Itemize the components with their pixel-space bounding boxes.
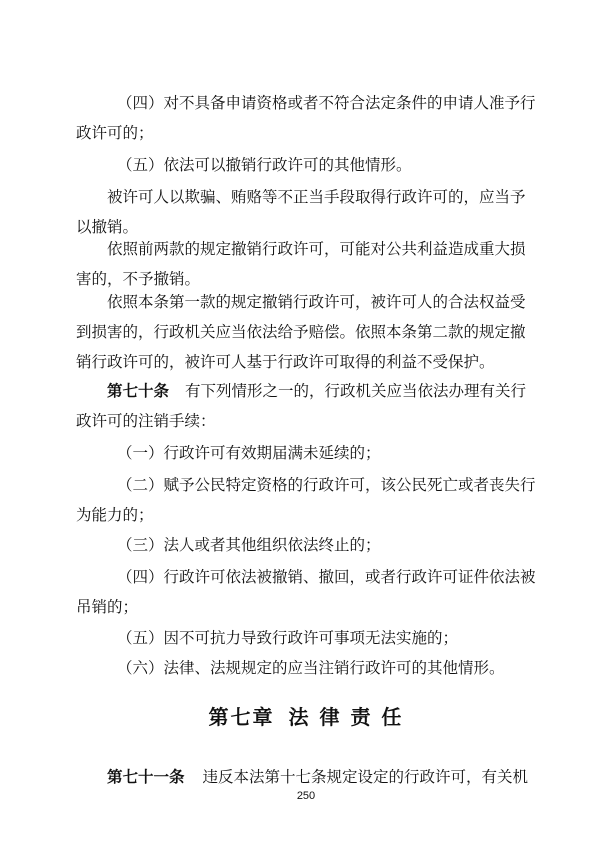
paragraph-fraud <box>76 182 537 242</box>
article-number: 第七十一条 <box>107 768 185 786</box>
text-line: 吊销的； <box>76 598 139 616</box>
article-text: 违反本法第十七条规定设定的行政许可，有关机 <box>202 768 529 786</box>
chapter-number: 第七章 <box>208 705 275 729</box>
chapter-title: 法 律 责 任 <box>288 705 404 729</box>
text-line: 依照本条第一款的规定撤销行政许可，被许可人的合法权益受 <box>107 293 526 311</box>
page-number: 250 <box>296 790 316 802</box>
text-line: 到损害的，行政机关应当依法给予赔偿。依照本条第二款的规定撤 <box>76 323 526 341</box>
text-line: （四）行政许可依法被撤销、撤回，或者行政许可证件依法被 <box>117 568 536 586</box>
text-line: （二）赋予公民特定资格的行政许可，该公民死亡或者丧失行 <box>117 476 536 494</box>
text-line: （四）对不具备申请资格或者不符合法定条件的申请人准予行 <box>117 94 536 112</box>
text-line: （一）行政许可有效期届满未延续的； <box>117 444 381 462</box>
paragraph-public-interest <box>76 234 537 294</box>
paragraph-70-item-2 <box>76 470 537 530</box>
text-line: 害的，不予撤销。 <box>76 270 201 288</box>
text-line: 政许可的； <box>76 124 154 142</box>
article-70 <box>76 376 537 436</box>
paragraph-70-item-4 <box>76 562 537 622</box>
text-line <box>107 376 537 406</box>
text-line: 政许可的注销手续： <box>76 412 216 430</box>
text-line: （三）法人或者其他组织依法终止的； <box>117 536 381 554</box>
paragraph-item-4 <box>76 88 537 148</box>
text-line: 为能力的； <box>76 506 154 524</box>
text-line <box>107 762 537 792</box>
paragraph-70-item-3 <box>107 530 537 560</box>
paragraph-compensation <box>76 287 537 377</box>
paragraph-70-item-1 <box>107 438 537 468</box>
paragraph-70-item-5 <box>107 623 537 653</box>
text-line: （六）法律、法规规定的应当注销行政许可的其他情形。 <box>117 659 505 677</box>
text-line: 依照前两款的规定撤销行政许可，可能对公共利益造成重大损 <box>107 240 526 258</box>
text-line: （五）依法可以撤销行政许可的其他情形。 <box>117 156 412 174</box>
chapter-heading <box>0 701 612 730</box>
paragraph-item-5 <box>107 150 537 180</box>
text-line: （五）因不可抗力导致行政许可事项无法实施的； <box>117 629 459 647</box>
text-line: 被许可人以欺骗、贿赂等不正当手段取得行政许可的，应当予 <box>107 188 526 206</box>
article-text: 有下列情形之一的，行政机关应当依法办理有关行 <box>185 382 527 400</box>
article-71 <box>107 762 537 792</box>
paragraph-70-item-6 <box>107 653 537 683</box>
text-line: 销行政许可的，被许可人基于行政许可取得的利益不受保护。 <box>76 353 495 371</box>
article-number: 第七十条 <box>107 382 170 400</box>
text-line: 以撤销。 <box>76 218 139 236</box>
